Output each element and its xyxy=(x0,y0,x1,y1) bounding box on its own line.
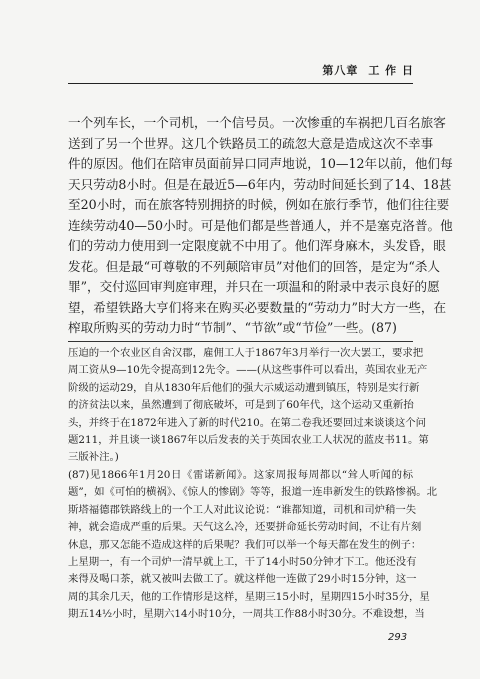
footnote-line: 周的其余几天，他的工作情形是这样，星期三15小时，星期四15小时35分，星 xyxy=(68,590,430,603)
footnote-line: 周工资从9—10先令提高到12先令。——(从这些事件可以看出，英国农业无产 xyxy=(68,364,428,377)
footnote-line: 头，并终于在1872年进入了新的时代210。在第二卷我还要回过来谈谈这个问 xyxy=(68,416,426,429)
text-line: 罪”，交付巡回审判庭审理，并只在一项温和的附录中表示良好的愿 xyxy=(68,279,440,294)
footnote-line: 神，就会造成严重的后果。天气这么冷，还要拼命延长劳动时间，不让有片刻 xyxy=(68,521,422,534)
text-line: 天只劳动8小时。但是在最近5—6年内，劳动时间延长到了14、18甚 xyxy=(68,176,452,192)
chapter-label: 第八章 xyxy=(322,64,359,77)
footnote-line: 期五14½小时，星期六14小时10分，一周共工作88小时30分。不难设想，当 xyxy=(68,608,425,621)
text-line: 望，希望铁路大亨们将来在购买必要数量的“劳动力”时大方一些，在 xyxy=(68,299,447,315)
chapter-title: 工 作 日 xyxy=(368,64,414,77)
text-line: 件的原因。他们在陪审员面前异口同声地说，10—12年以前，他们每 xyxy=(68,156,453,171)
footnote-line: 的济贫法以来，虽然遭到了彻底破坏，可是到了60年代，这个运动又重新抬 xyxy=(68,399,414,412)
header-rule xyxy=(68,83,413,84)
footnote-line: 题”，如《可怕的横祸》、《惊人的惨剧》等等，报道一连串新发生的铁路惨祸。北 xyxy=(68,486,437,499)
footnote-line: (87)见1866年1月20日《雷诺新闻》。这家周报每周都以“耸人听闻的标 xyxy=(68,469,413,481)
footnote-line: 上星期一，有一个司炉一清早就上工，干了14小时50分钟才下工。他还没有 xyxy=(68,556,417,569)
text-line: 发花。但是最“可尊敬的不列颠陪审员”对他们的回答，是定为“杀人 xyxy=(68,258,440,274)
footnote-line: 休息，那又怎能不造成这样的后果呢？我们可以举一个每天都在发生的例子： xyxy=(68,538,422,551)
running-header xyxy=(322,62,414,78)
footnote-line: 题211，并且谈一谈1867年以后发表的关于英国农业工人状况的蓝皮书11。第 xyxy=(68,434,429,447)
text-line: 们的劳动力使用到一定限度就不中用了。他们浑身麻木，头发昏，眼 xyxy=(68,238,446,253)
footnote-rule xyxy=(68,341,413,342)
main-text xyxy=(68,113,453,339)
footnote-87 xyxy=(68,467,437,624)
footnote-line: 三版补注。) xyxy=(68,451,119,464)
text-line: 一个列车长，一个司机，一个信号员。一次惨重的车祸把几百名旅客 xyxy=(68,115,446,130)
footnote-line: 斯塔福德郡铁路线上的一个工人对此议论说：“谁都知道，司机和司炉稍一失 xyxy=(68,503,417,516)
page-number: 293 xyxy=(388,632,408,643)
text-line: 连续劳动40—50小时。可是他们都是些普通人，并不是塞克洛普。他 xyxy=(68,217,453,233)
main-paragraph xyxy=(68,113,453,339)
text-line: 榨取所购买的劳动力时“节制”、“节欲”或“节俭”一些。(87) xyxy=(68,320,397,335)
footnote-continuation xyxy=(68,345,429,467)
text-line: 送到了另一个世界。这几个铁路员工的疏忽大意是造成这次不幸事 xyxy=(68,135,434,151)
footnote-line: 来得及喝口茶，就又被叫去做工了。就这样他一连做了29小时15分钟，这一 xyxy=(68,573,417,586)
footnote-line: 阶级的运动29，自从1830年后他们的强大示威运动遭到镇压，特别是实行新 xyxy=(68,381,420,394)
footnote-line: 压迫的一个农业区自舍汉郡，雇佣工人于1867年3月举行一次大罢工，要求把 xyxy=(68,347,424,359)
text-line: 至20小时，而在旅客特别拥挤的时候，例如在旅行季节，他们往往要 xyxy=(68,197,450,212)
